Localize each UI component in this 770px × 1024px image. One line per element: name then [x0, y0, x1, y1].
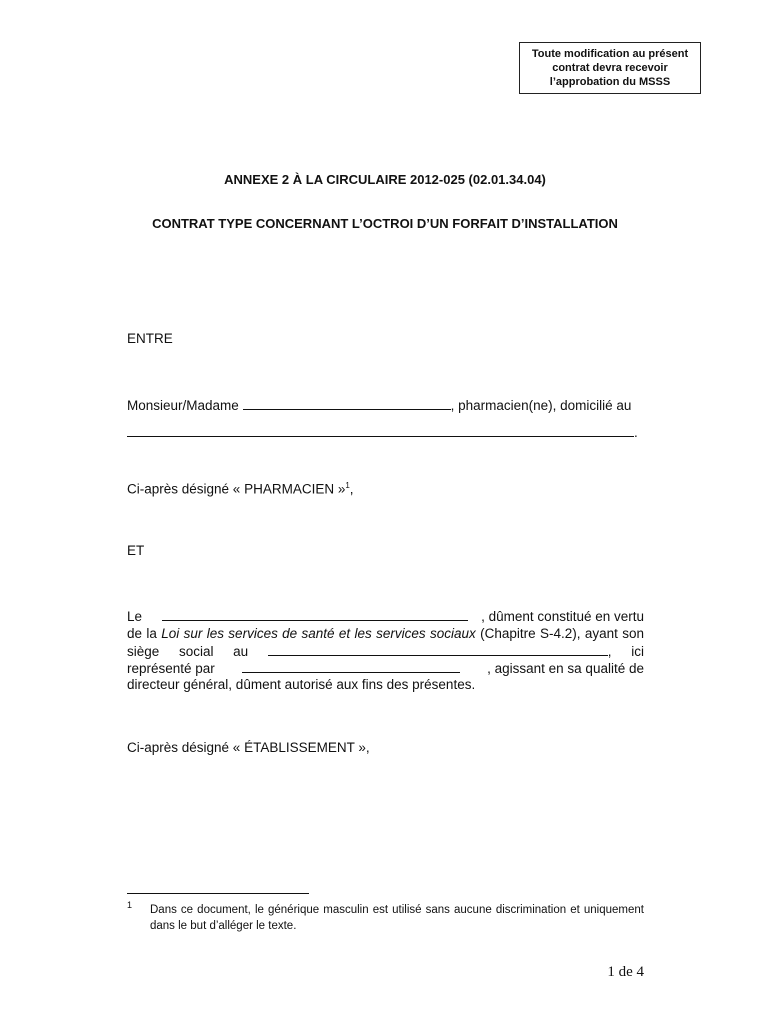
- pharmacist-name-blank[interactable]: [243, 397, 451, 410]
- page-number: 1 de 4: [607, 964, 644, 980]
- establishment-line-3: [127, 643, 644, 659]
- approval-notice-box: [519, 42, 701, 94]
- siege-word: siège: [127, 644, 160, 659]
- pharmacist-prefix: Monsieur/Madame: [127, 398, 239, 413]
- footnote-divider: [127, 893, 309, 894]
- pharmacist-address-blank[interactable]: [127, 424, 634, 437]
- seat-address-blank[interactable]: [268, 643, 608, 656]
- document-subtitle: CONTRAT TYPE CONCERNANT L’OCTROI D’UN FORFAIT D’INSTALLATION: [152, 216, 618, 231]
- pharmacist-designation-text: Ci-après désigné « PHARMACIEN »: [127, 481, 346, 497]
- le-word: Le: [127, 609, 143, 624]
- footnote-reference: 1: [345, 481, 350, 490]
- footnote-mark: 1: [127, 900, 133, 910]
- establishment-designation: Ci-après désigné « ÉTABLISSEMENT »,: [127, 740, 370, 755]
- pharmacist-middle-text: , pharmacien(ne), domicilié au: [450, 398, 632, 413]
- establishment-line-5: directeur général, dûment autorisé aux fins des présentes.: [127, 677, 476, 692]
- establishment-name-blank[interactable]: [162, 608, 468, 621]
- notice-line-1: Toute modification au présent: [531, 48, 689, 60]
- establishment-name-group: [162, 608, 644, 624]
- social-word: social: [178, 644, 214, 659]
- line-2-suffix: (Chapitre S-4.2), ayant son: [475, 626, 644, 641]
- establishment-line-1: [127, 608, 644, 624]
- document-title: ANNEXE 2 À LA CIRCULAIRE 2012-025 (02.01.34.04): [224, 172, 546, 187]
- establishment-line-1-rest: , dûment constitué en vertu: [481, 609, 644, 624]
- notice-line-2: contrat devra recevoir: [552, 62, 668, 74]
- law-title: Loi sur les services de santé et les services sociaux: [161, 626, 476, 641]
- line-2-prefix: de la: [127, 626, 162, 641]
- establishment-line-4: [127, 660, 644, 676]
- notice-line-3: l’approbation du MSSS: [549, 76, 671, 88]
- represented-by-text: représenté par: [127, 661, 215, 676]
- seat-comma: ,: [607, 644, 612, 659]
- designation-comma: ,: [349, 481, 354, 497]
- pharmacist-designation: [127, 481, 354, 497]
- ici-word: ici: [631, 644, 644, 659]
- pharmacist-address-line: [127, 424, 638, 440]
- establishment-line-2: [127, 626, 644, 641]
- au-word: au: [233, 644, 249, 659]
- address-period: .: [634, 425, 638, 440]
- footnote-text: Dans ce document, le générique masculin est utilisé sans aucune discrimination et uniquement dans le but d’alléger le texte.: [150, 904, 644, 932]
- et-label: ET: [127, 543, 145, 558]
- entre-label: ENTRE: [127, 331, 173, 346]
- seat-address-group: [268, 643, 612, 659]
- pharmacist-name-line: [127, 397, 631, 413]
- capacity-text: , agissant en sa qualité de: [487, 661, 644, 676]
- director-name-blank[interactable]: [242, 660, 460, 673]
